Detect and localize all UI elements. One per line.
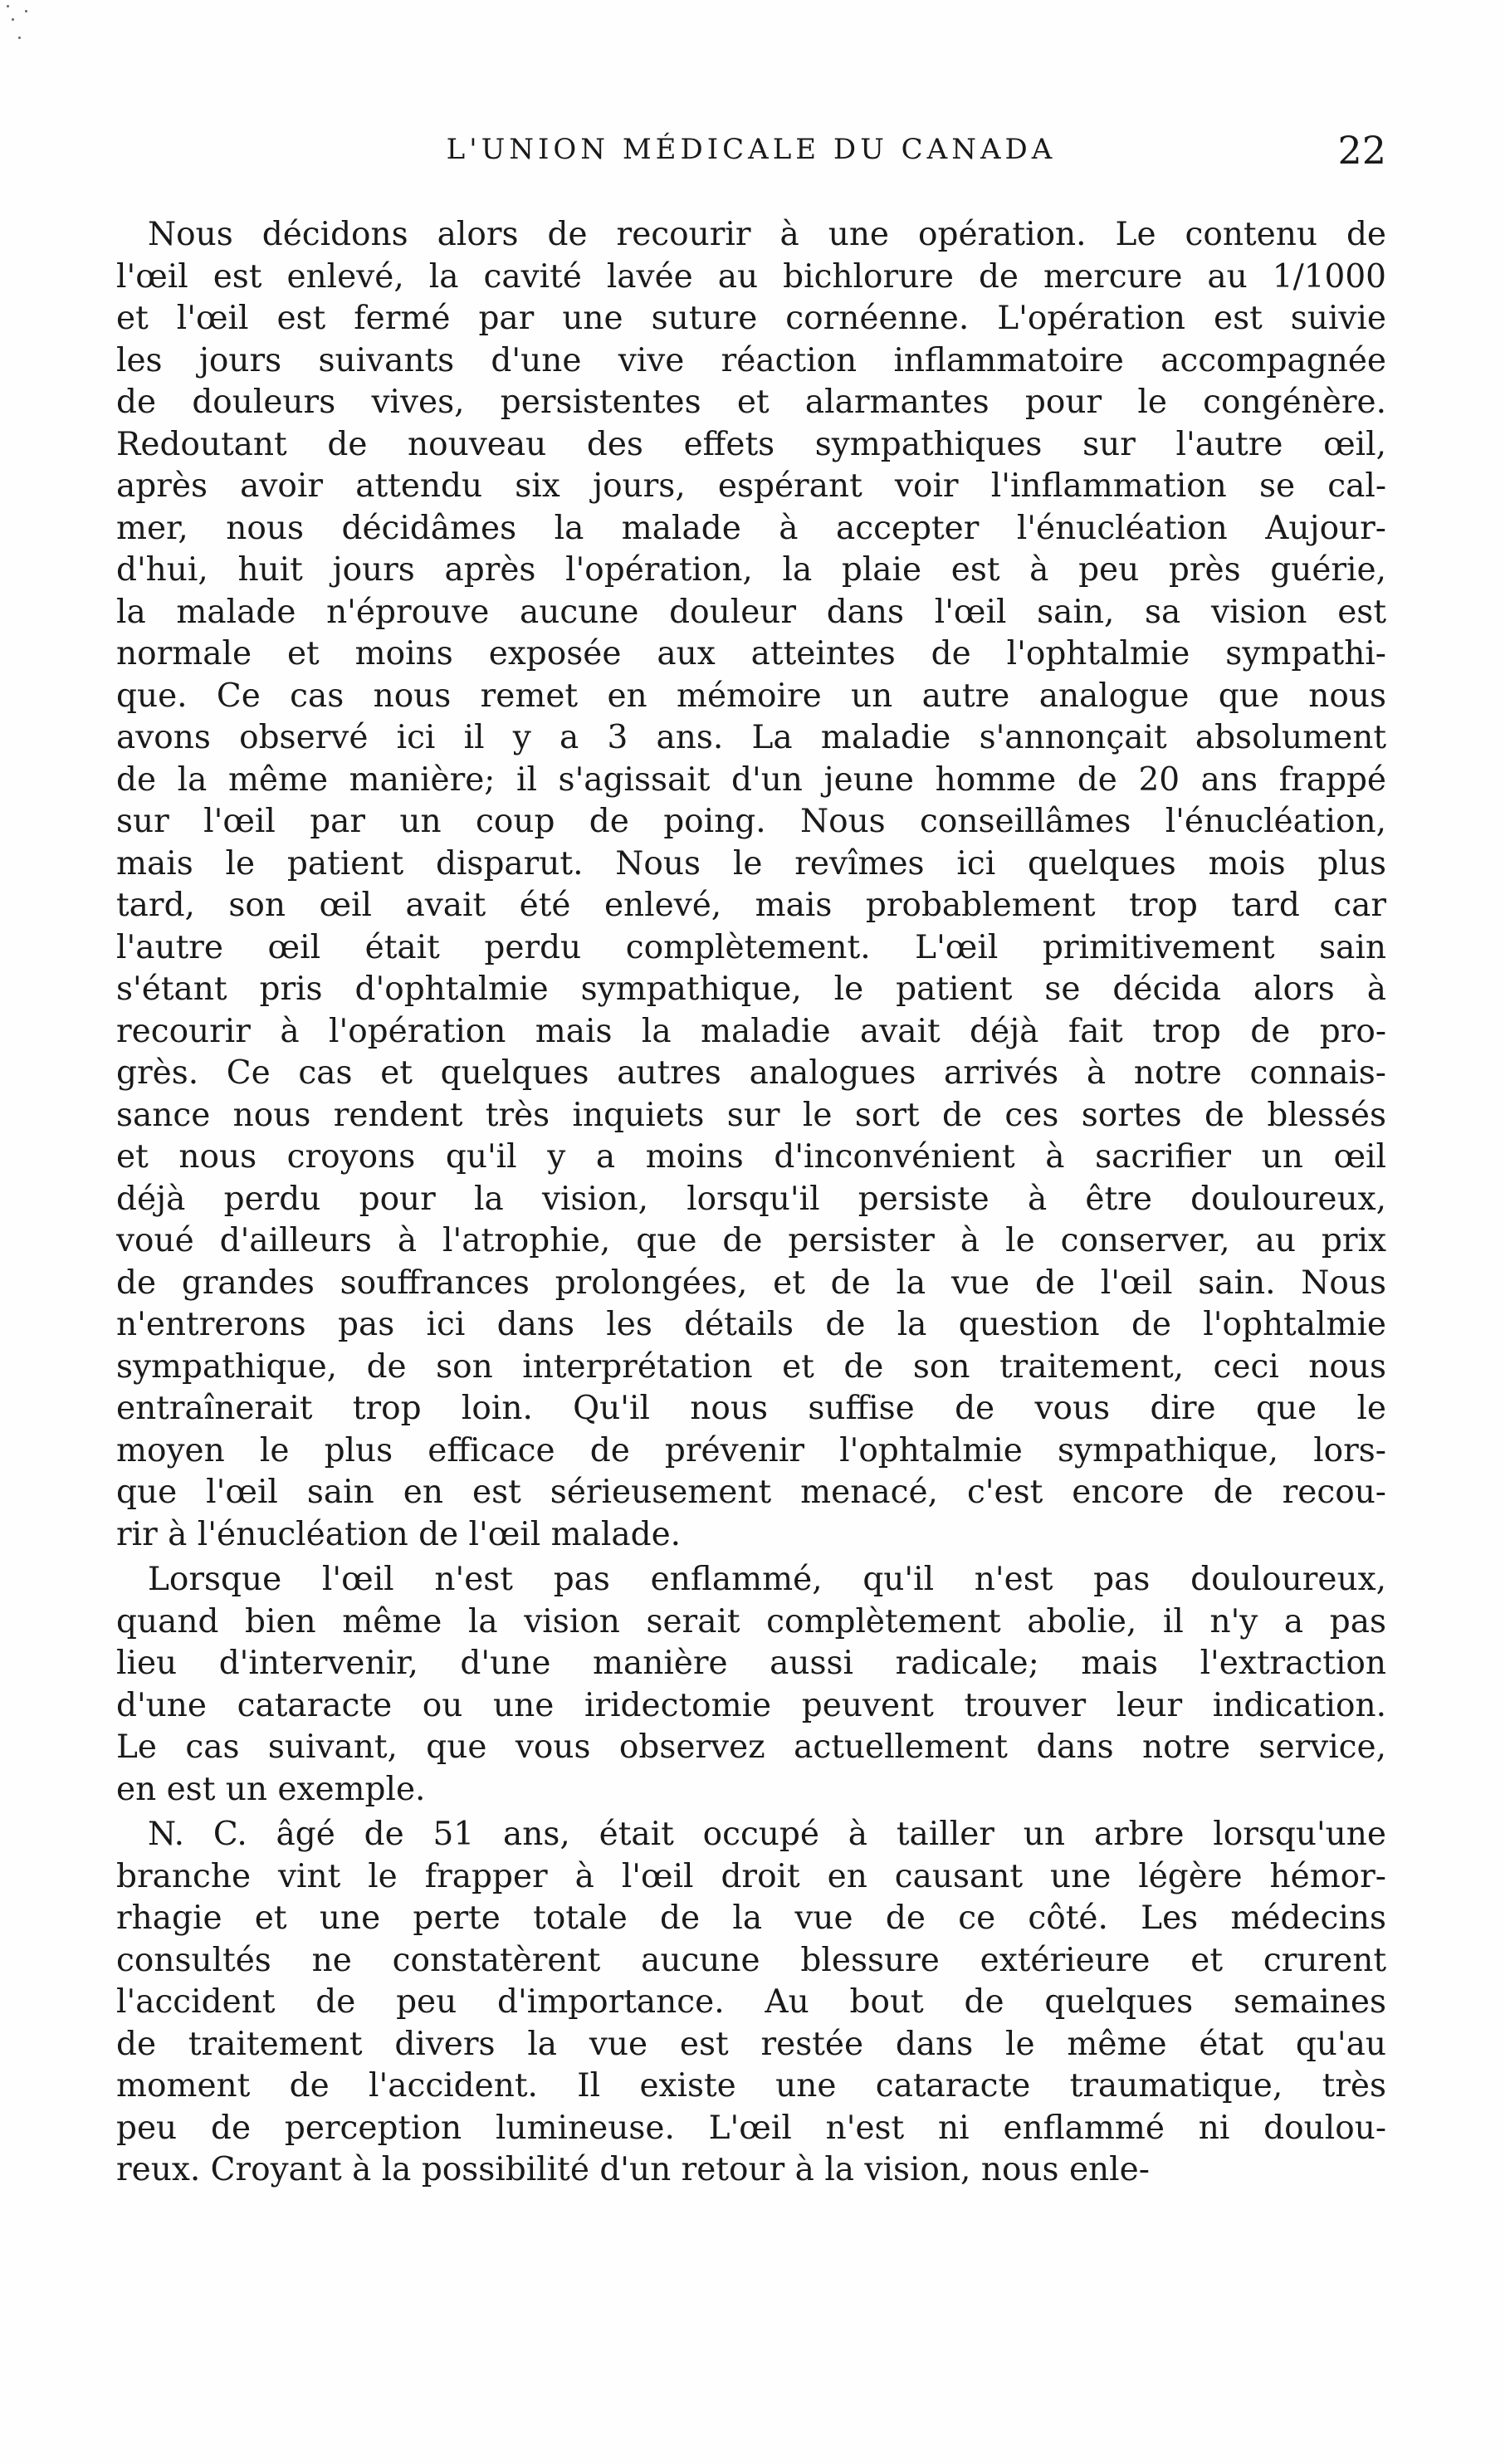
text-line: avons observé ici il y a 3 ans. La maladie s'annonçait absolument	[116, 719, 1386, 756]
text-line: entraînerait trop loin. Qu'il nous suffise de vous dire que le	[116, 1390, 1386, 1427]
text-line: voué d'ailleurs à l'atrophie, que de persister à le conserver, au prix	[116, 1222, 1386, 1259]
text-line: les jours suivants d'une vive réaction inflammatoire accompagnée	[116, 341, 1386, 379]
text-line: après avoir attendu six jours, espérant voir l'inflammation se cal-	[116, 467, 1386, 505]
text-line: que. Ce cas nous remet en mémoire un autre analogue que nous	[116, 677, 1386, 715]
text-line: rhagie et une perte totale de la vue de ce côté. Les médecins	[116, 1899, 1386, 1937]
text-line: grès. Ce cas et quelques autres analogues arrivés à notre connais-	[116, 1054, 1386, 1092]
text-line: de la même manière; il s'agissait d'un jeune homme de 20 ans frappé	[116, 760, 1386, 799]
page-header	[116, 128, 1386, 183]
text-line: déjà perdu pour la vision, lorsqu'il persiste à être douloureux,	[116, 1180, 1386, 1218]
text-line: moyen le plus efficace de prévenir l'ophtalmie sympathique, lors-	[116, 1431, 1386, 1469]
text-line: recourir à l'opération mais la maladie avait déjà fait trop de pro-	[116, 1012, 1386, 1050]
text-line: de douleurs vives, persistentes et alarmantes pour le congénère.	[116, 384, 1386, 421]
text-line: quand bien même la vision serait complètement abolie, il n'y a pas	[116, 1602, 1386, 1640]
text-line: l'autre œil était perdu complètement. L'œil primitivement sain	[116, 928, 1386, 966]
scan-speckles	[0, 0, 33, 50]
running-title: L'UNION MÉDICALE DU CANADA	[446, 133, 1057, 166]
text-line: de grandes souffrances prolongées, et de la vue de l'œil sain. Nous	[116, 1264, 1386, 1302]
text-line: et l'œil est fermé par une suture cornéenne. L'opération est suivie	[116, 300, 1386, 337]
text-line: que l'œil sain en est sérieusement menacé, c'est encore de recou-	[116, 1474, 1386, 1511]
text-line: d'une cataracte ou une iridectomie peuvent trouver leur indication.	[116, 1686, 1386, 1724]
paragraph	[116, 1814, 1386, 2192]
text-line: Nous décidons alors de recourir à une opération. Le contenu de	[148, 216, 1386, 253]
text-line: reux. Croyant à la possibilité d'un retour à la vision, nous enle-	[116, 2151, 1150, 2188]
text-line: moment de l'accident. Il existe une cataracte traumatique, très	[116, 2067, 1386, 2105]
text-line: sympathique, de son interprétation et de son traitement, ceci nous	[116, 1347, 1386, 1386]
text-line: n'entrerons pas ici dans les détails de la question de l'ophtalmie	[116, 1306, 1386, 1343]
body-text	[116, 214, 1386, 2192]
text-line: en est un exemple.	[116, 1770, 426, 1808]
paragraph	[116, 214, 1386, 1556]
text-line: l'œil est enlevé, la cavité lavée au bichlorure de mercure au 1/1000	[116, 257, 1386, 296]
text-line: normale et moins exposée aux atteintes de l'ophtalmie sympathi-	[116, 635, 1386, 672]
text-line: d'hui, huit jours après l'opération, la plaie est à peu près guérie,	[116, 551, 1386, 589]
text-line: consultés ne constatèrent aucune blessure extérieure et crurent	[116, 1941, 1386, 1979]
text-line: mais le patient disparut. Nous le revîmes ici quelques mois plus	[116, 844, 1386, 882]
text-line: Lorsque l'œil n'est pas enflammé, qu'il n'est pas douloureux,	[148, 1561, 1386, 1598]
text-line: l'accident de peu d'importance. Au bout de quelques semaines	[116, 1983, 1386, 2021]
text-line: N. C. âgé de 51 ans, était occupé à tailler un arbre lorsqu'une	[148, 1816, 1386, 1853]
text-line: s'étant pris d'ophtalmie sympathique, le patient se décida alors à	[116, 970, 1386, 1008]
page-number: 22	[1337, 128, 1386, 173]
text-line: peu de perception lumineuse. L'œil n'est ni enflammé ni doulou-	[116, 2109, 1386, 2147]
text-line: mer, nous décidâmes la malade à accepter l'énucléation Aujour-	[116, 509, 1386, 547]
text-line: la malade n'éprouve aucune douleur dans l'œil sain, sa vision est	[116, 593, 1386, 631]
paragraph	[116, 1559, 1386, 1811]
text-line: sur l'œil par un coup de poing. Nous conseillâmes l'énucléation,	[116, 803, 1386, 840]
text-line: et nous croyons qu'il y a moins d'inconvénient à sacrifier un œil	[116, 1138, 1386, 1176]
text-line: rir à l'énucléation de l'œil malade.	[116, 1515, 682, 1553]
text-line: sance nous rendent très inquiets sur le sort de ces sortes de blessés	[116, 1096, 1386, 1134]
text-line: Le cas suivant, que vous observez actuellement dans notre service,	[116, 1728, 1386, 1766]
text-line: de traitement divers la vue est restée dans le même état qu'au	[116, 2025, 1386, 2063]
text-line: tard, son œil avait été enlevé, mais probablement trop tard car	[116, 887, 1386, 924]
text-line: branche vint le frapper à l'œil droit en causant une légère hémor-	[116, 1857, 1386, 1895]
text-line: Redoutant de nouveau des effets sympathiques sur l'autre œil,	[116, 425, 1386, 463]
text-line: lieu d'intervenir, d'une manière aussi radicale; mais l'extraction	[116, 1645, 1386, 1682]
